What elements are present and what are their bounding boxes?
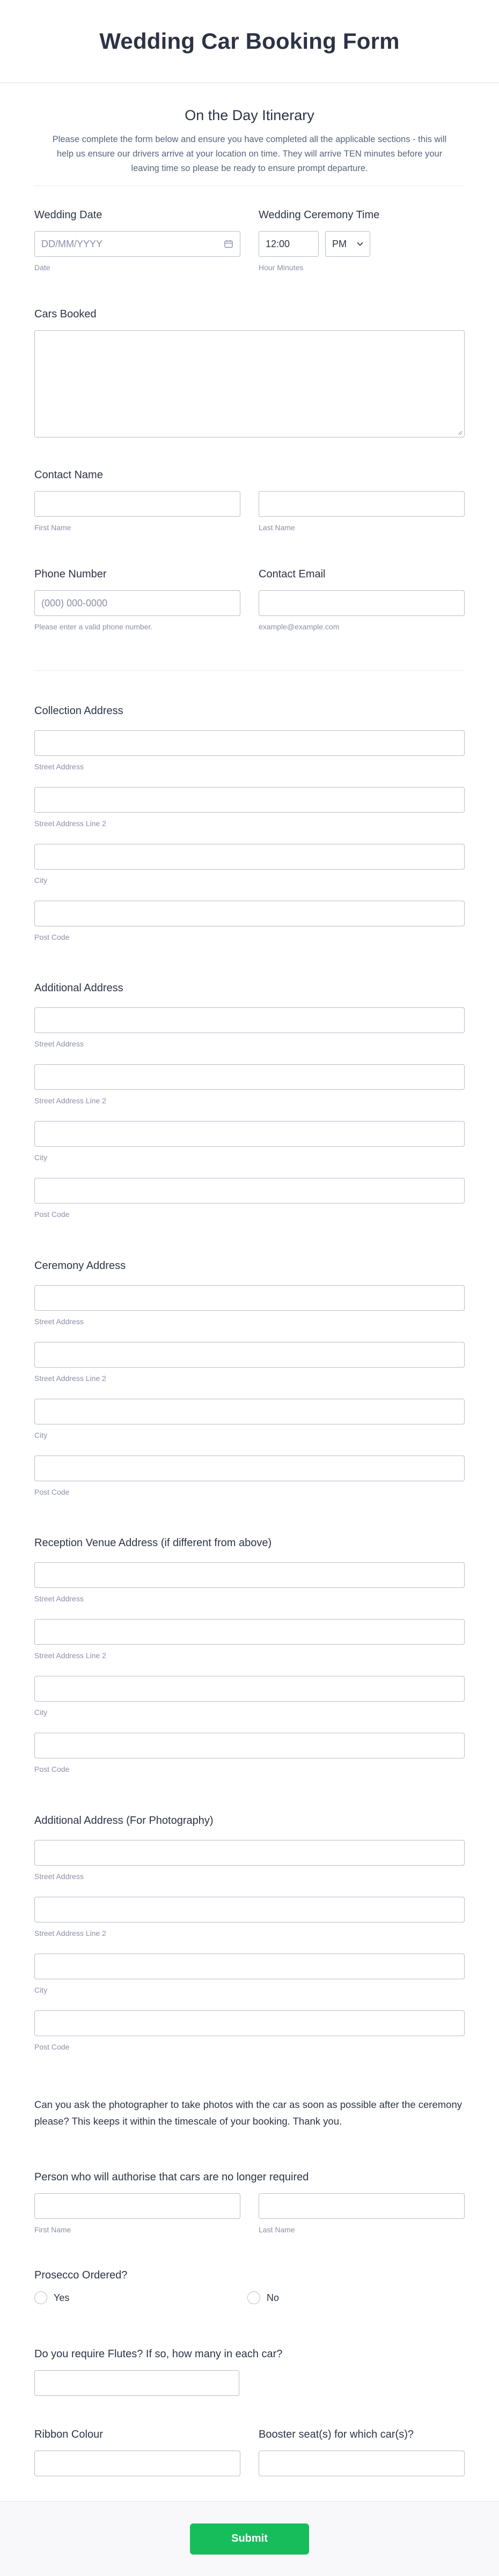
additional-address-label: Additional Address bbox=[34, 982, 123, 994]
phone-label: Phone Number bbox=[34, 568, 107, 580]
radio-no[interactable] bbox=[247, 2291, 260, 2304]
intro-heading: On the Day Itinerary bbox=[185, 107, 314, 123]
city-sublabel: City bbox=[34, 1708, 48, 1717]
flutes-input[interactable] bbox=[34, 2370, 239, 2396]
first-name-sublabel: First Name bbox=[34, 523, 71, 532]
street-sublabel: Street Address bbox=[34, 762, 84, 771]
photographer-note bbox=[34, 2096, 465, 2129]
street2-sublabel: Street Address Line 2 bbox=[34, 1374, 106, 1383]
phone-placeholder: (000) 000-0000 bbox=[41, 597, 108, 608]
date-time-row bbox=[34, 209, 465, 272]
postcode-sublabel: Post Code bbox=[34, 1488, 70, 1496]
street-sublabel: Street Address bbox=[34, 1317, 84, 1326]
wedding-date-label: Wedding Date bbox=[34, 209, 102, 221]
last-name-input[interactable] bbox=[259, 491, 465, 517]
top-divider bbox=[34, 185, 465, 186]
intro-section bbox=[34, 83, 465, 176]
ceremony-street-input[interactable] bbox=[34, 1285, 465, 1311]
wedding-date-field bbox=[34, 209, 240, 272]
booster-label: Booster seat(s) for which car(s)? bbox=[259, 2429, 414, 2440]
flutes-field bbox=[34, 2348, 465, 2396]
collection-street2-input[interactable] bbox=[34, 787, 465, 813]
cars-booked-label: Cars Booked bbox=[34, 308, 97, 320]
contact-name-label: Contact Name bbox=[34, 469, 103, 481]
collection-address-label: Collection Address bbox=[34, 705, 123, 717]
chevron-down-icon bbox=[357, 242, 363, 246]
email-sublabel: example@example.com bbox=[259, 622, 340, 631]
radio-yes[interactable] bbox=[34, 2291, 47, 2304]
ceremony-time-sublabel: Hour Minutes bbox=[259, 263, 304, 272]
additional-address bbox=[34, 982, 465, 1235]
ampm-select[interactable] bbox=[325, 231, 370, 257]
reception-address-label: Reception Venue Address (if different from above) bbox=[34, 1537, 272, 1549]
calendar-icon[interactable] bbox=[224, 239, 233, 249]
street2-sublabel: Street Address Line 2 bbox=[34, 1929, 106, 1937]
street-sublabel: Street Address bbox=[34, 1594, 84, 1603]
wedding-date-sublabel: Date bbox=[34, 263, 50, 272]
street-sublabel: Street Address bbox=[34, 1872, 84, 1881]
photographer-note-text: Can you ask the photographer to take photos with the car as soon as possible after the ceremony please? This keeps it within the timescale of your booking. Thank you. bbox=[34, 2099, 462, 2127]
phone-email-row bbox=[34, 568, 465, 631]
last-name-sublabel: Last Name bbox=[259, 2225, 295, 2234]
postcode-sublabel: Post Code bbox=[34, 933, 70, 941]
collection-address bbox=[34, 705, 465, 957]
prosecco-yes-option[interactable] bbox=[34, 2291, 247, 2304]
ribbon-label: Ribbon Colour bbox=[34, 2429, 103, 2440]
submit-bar bbox=[0, 2501, 499, 2576]
prosecco-yes-label: Yes bbox=[54, 2292, 70, 2303]
authoriser-last-name-input[interactable] bbox=[259, 2193, 465, 2219]
submit-button[interactable]: Submit bbox=[190, 2523, 309, 2555]
prosecco-label: Prosecco Ordered? bbox=[34, 2269, 128, 2281]
last-name-sublabel: Last Name bbox=[259, 523, 295, 532]
street2-sublabel: Street Address Line 2 bbox=[34, 819, 106, 828]
postcode-sublabel: Post Code bbox=[34, 1765, 70, 1773]
street2-sublabel: Street Address Line 2 bbox=[34, 1651, 106, 1660]
city-sublabel: City bbox=[34, 1153, 48, 1162]
city-sublabel: City bbox=[34, 1986, 48, 1994]
flutes-label: Do you require Flutes? If so, how many in each car? bbox=[34, 2348, 283, 2360]
authoriser-first-name-input[interactable] bbox=[34, 2193, 240, 2219]
authoriser-label: Person who will authorise that cars are no longer required bbox=[34, 2171, 309, 2183]
additional-city-input[interactable] bbox=[34, 1121, 465, 1147]
street-sublabel: Street Address bbox=[34, 1040, 84, 1048]
photography-address bbox=[34, 1815, 465, 2067]
prosecco-no-option[interactable] bbox=[247, 2291, 460, 2304]
contact-name-field bbox=[34, 469, 465, 532]
additional-street-input[interactable] bbox=[34, 1007, 465, 1033]
first-name-sublabel: First Name bbox=[34, 2225, 71, 2234]
reception-address bbox=[34, 1537, 465, 1790]
prosecco-field bbox=[34, 2269, 465, 2304]
city-sublabel: City bbox=[34, 1431, 48, 1439]
additional-street2-input[interactable] bbox=[34, 1064, 465, 1090]
first-name-input[interactable] bbox=[34, 491, 240, 517]
reception-city-input[interactable] bbox=[34, 1676, 465, 1702]
cars-booked-textarea[interactable] bbox=[34, 330, 465, 437]
collection-street-input[interactable] bbox=[34, 730, 465, 756]
ceremony-time-label: Wedding Ceremony Time bbox=[259, 209, 380, 221]
additional-postcode-input[interactable] bbox=[34, 1178, 465, 1204]
postcode-sublabel: Post Code bbox=[34, 2043, 70, 2051]
email-input[interactable] bbox=[259, 590, 465, 616]
form-header bbox=[0, 0, 499, 83]
photography-address-label: Additional Address (For Photography) bbox=[34, 1815, 214, 1827]
ceremony-city-input[interactable] bbox=[34, 1399, 465, 1424]
ceremony-address bbox=[34, 1260, 465, 1512]
ceremony-time-input[interactable]: 12:00 bbox=[259, 231, 319, 257]
resize-handle-icon[interactable] bbox=[457, 430, 463, 435]
ceremony-postcode-input[interactable] bbox=[34, 1456, 465, 1481]
ribbon-input[interactable] bbox=[34, 2451, 240, 2476]
street2-sublabel: Street Address Line 2 bbox=[34, 1096, 106, 1105]
ribbon-booster-row bbox=[34, 2429, 465, 2476]
authoriser-field bbox=[34, 2171, 465, 2234]
phone-input[interactable] bbox=[34, 590, 240, 616]
reception-street2-input[interactable] bbox=[34, 1619, 465, 1645]
ceremony-time-field bbox=[259, 209, 465, 272]
cars-booked-field bbox=[34, 308, 465, 437]
city-sublabel: City bbox=[34, 876, 48, 885]
ceremony-street2-input[interactable] bbox=[34, 1342, 465, 1368]
photography-city-input[interactable] bbox=[34, 1954, 465, 1979]
collection-postcode-input[interactable] bbox=[34, 901, 465, 926]
collection-city-input[interactable] bbox=[34, 844, 465, 870]
wedding-date-placeholder: DD/MM/YYYY bbox=[41, 238, 103, 249]
prosecco-no-label: No bbox=[267, 2292, 280, 2303]
reception-postcode-input[interactable] bbox=[34, 1733, 465, 1758]
ceremony-address-label: Ceremony Address bbox=[34, 1260, 126, 1272]
section-divider bbox=[34, 670, 465, 671]
form-title: Wedding Car Booking Form bbox=[99, 28, 400, 54]
intro-text: Please complete the form below and ensure you have completed all the applicable sections - this will help us ensure our drivers arrive at your location on time. They will arrive TEN minutes before your leaving time so please be ready to ensure prompt departure. bbox=[52, 135, 447, 173]
postcode-sublabel: Post Code bbox=[34, 1210, 70, 1219]
booster-input[interactable] bbox=[259, 2451, 465, 2476]
ampm-value: PM bbox=[332, 238, 347, 249]
reception-street-input[interactable] bbox=[34, 1562, 465, 1588]
email-field bbox=[259, 568, 465, 631]
phone-field bbox=[34, 568, 240, 631]
wedding-date-input[interactable] bbox=[34, 231, 240, 257]
phone-sublabel: Please enter a valid phone number. bbox=[34, 622, 153, 631]
email-label: Contact Email bbox=[259, 568, 326, 580]
photography-postcode-input[interactable] bbox=[34, 2010, 465, 2036]
photography-street-input[interactable] bbox=[34, 1840, 465, 1866]
photography-street2-input[interactable] bbox=[34, 1897, 465, 1922]
